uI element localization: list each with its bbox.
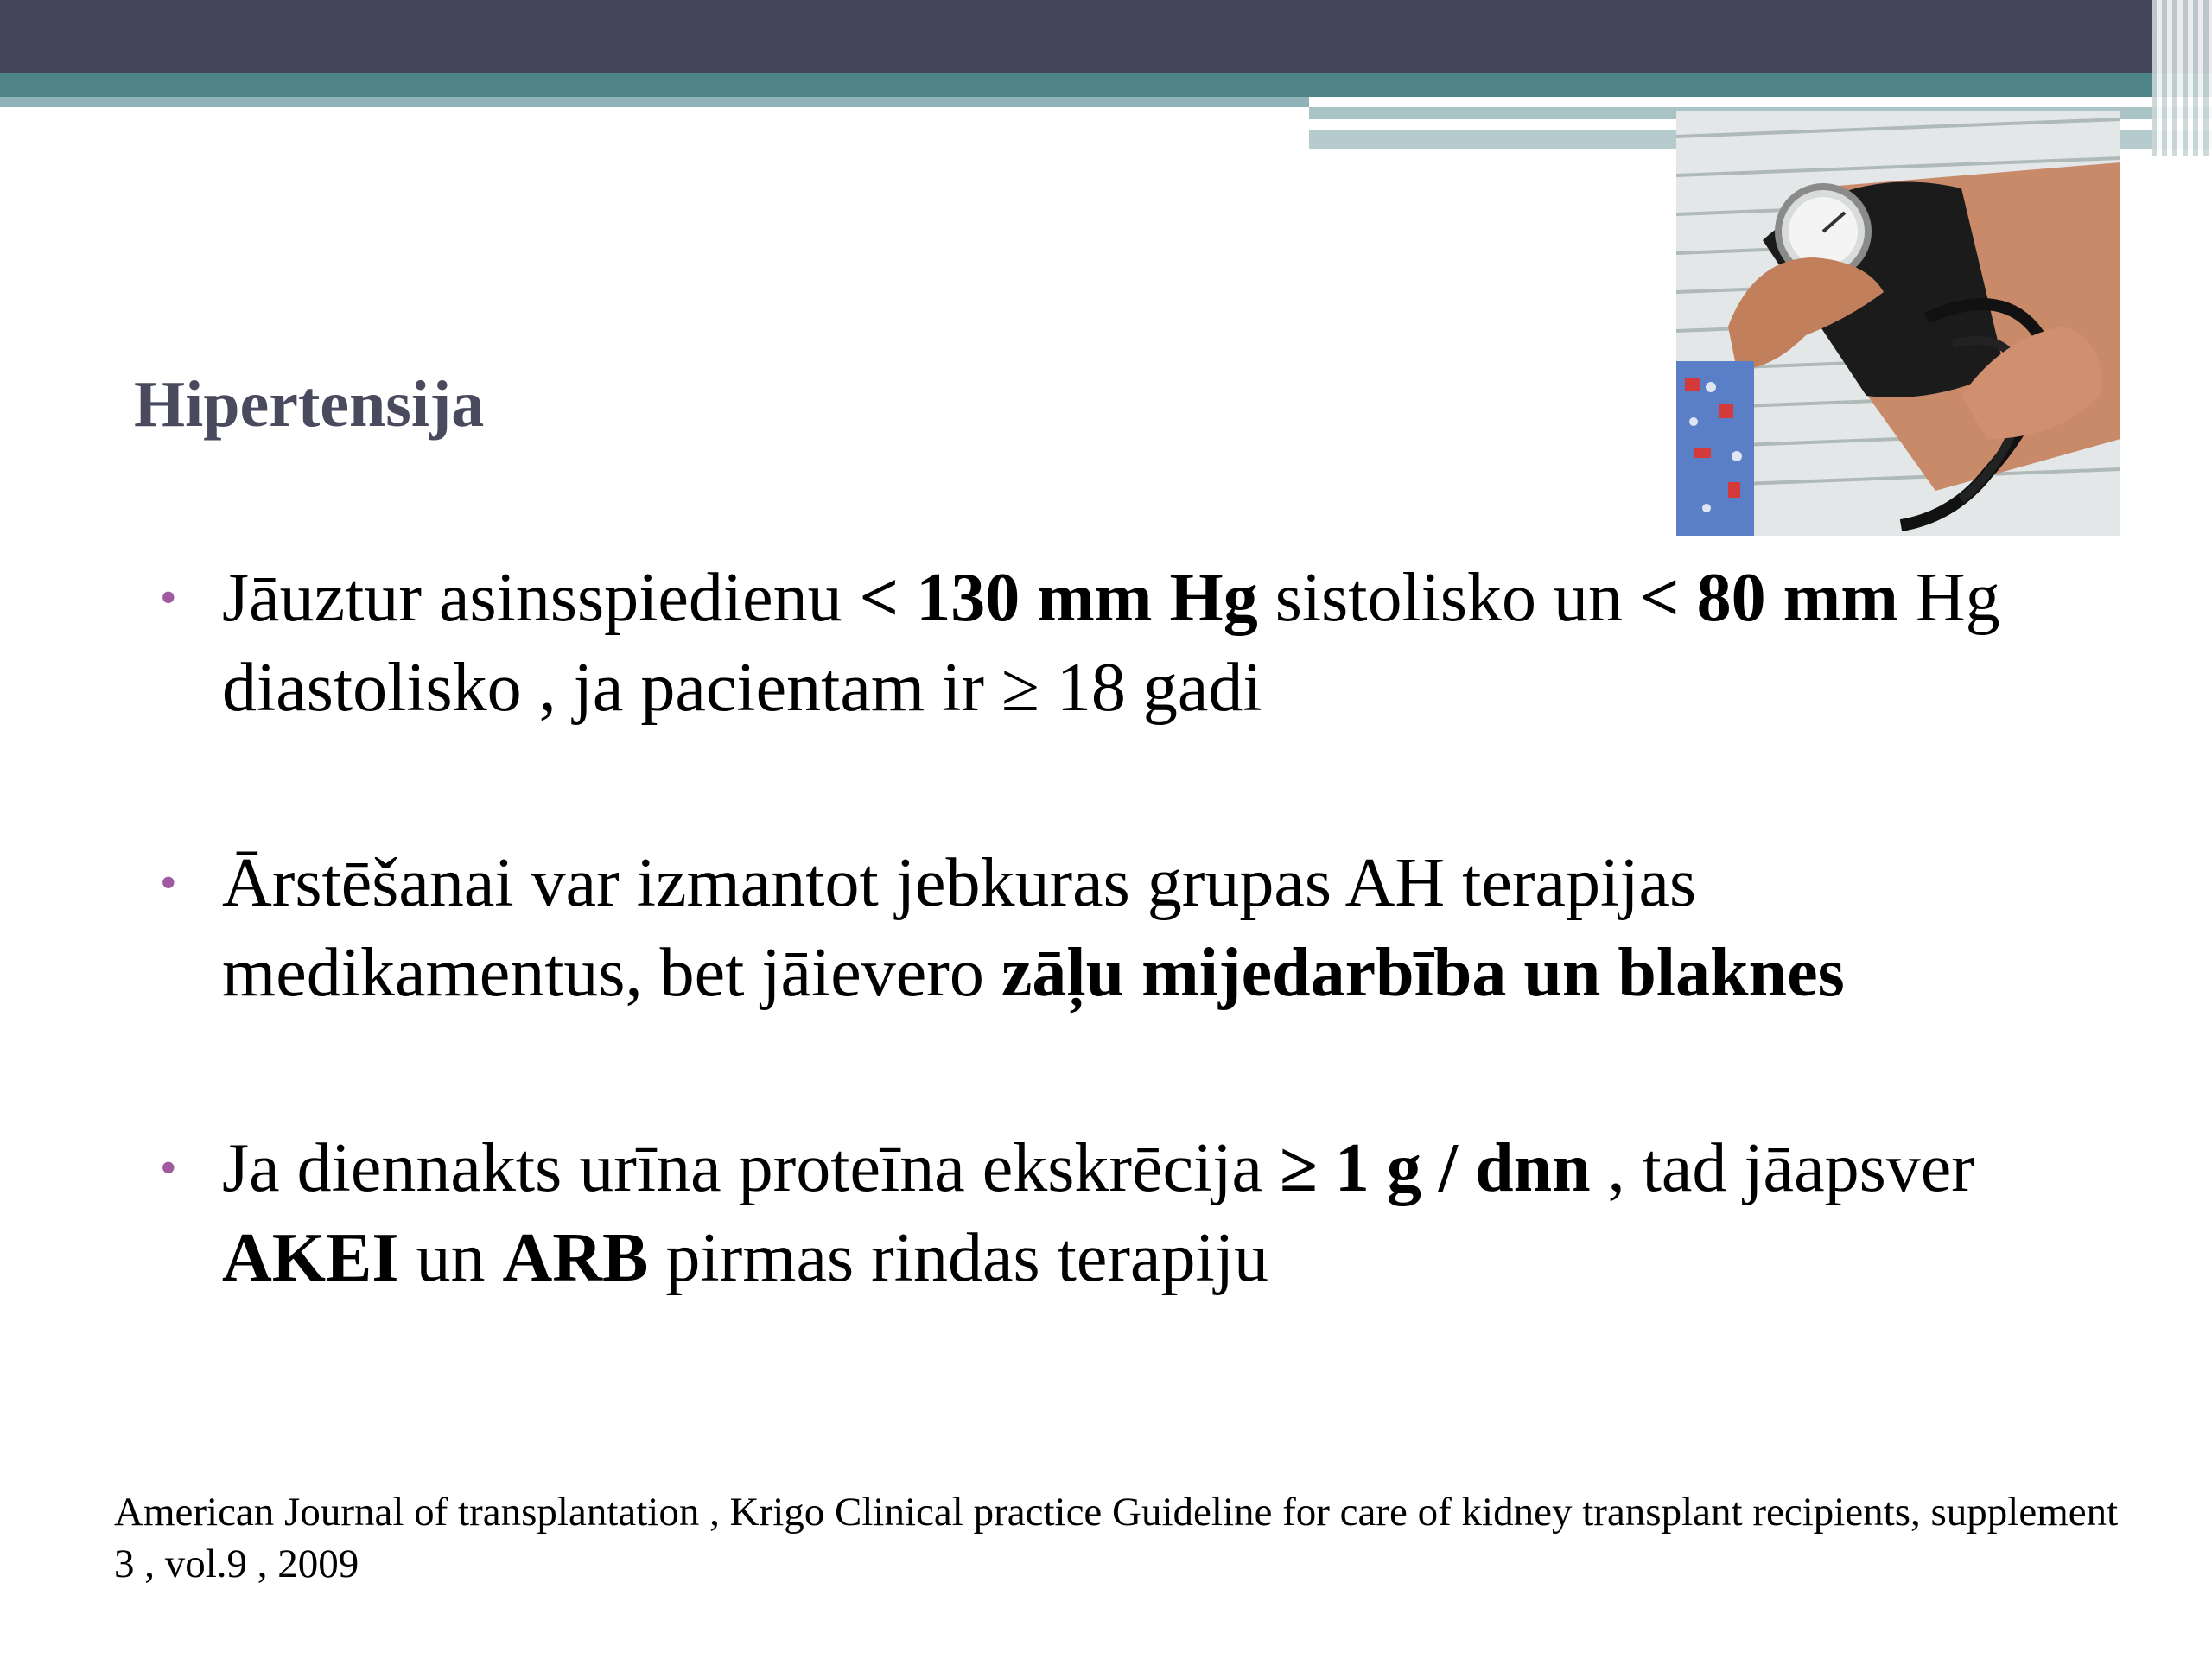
bullet-text: Jāuztur asinsspiedienu < 130 mm Hg sistolisko un < 80 mm Hg diastolisko , ja pacientam ir ≥ 18 gadi xyxy=(222,560,2000,726)
bullet-text: Ja diennakts urīna proteīna ekskrēcija ≥ 1 g / dnn , tad jāapsver AKEI un ARB pirmas rindas terapiju xyxy=(222,1130,1974,1296)
bullet-item-proteinuria xyxy=(160,1123,2044,1303)
bullet-item-treatment xyxy=(160,838,2044,1018)
slide-title: Hipertensija xyxy=(134,368,485,441)
header-edge-lines xyxy=(2152,0,2212,156)
blood-pressure-photo xyxy=(1676,111,2120,536)
bullet-dot-icon: • xyxy=(160,1141,177,1195)
header-band-teal-light xyxy=(0,97,1309,107)
bullet-dot-icon: • xyxy=(160,856,177,910)
bullet-list xyxy=(160,553,2044,1408)
bullet-item-bp-targets xyxy=(160,553,2044,733)
header-band-teal xyxy=(0,73,2212,97)
bullet-dot-icon: • xyxy=(160,571,177,625)
bullet-text: Ārstēšanai var izmantot jebkuras grupas AH terapijas medikamentus, bet jāievero zāļu mijedarbība un blaknes xyxy=(222,845,1845,1011)
header-band-dark xyxy=(0,0,2212,73)
citation: American Journal of transplantation , Krigo Clinical practice Guideline for care of kidney transplant recipients, supplement 3 , vol.9 , 2009 xyxy=(114,1490,2119,1586)
